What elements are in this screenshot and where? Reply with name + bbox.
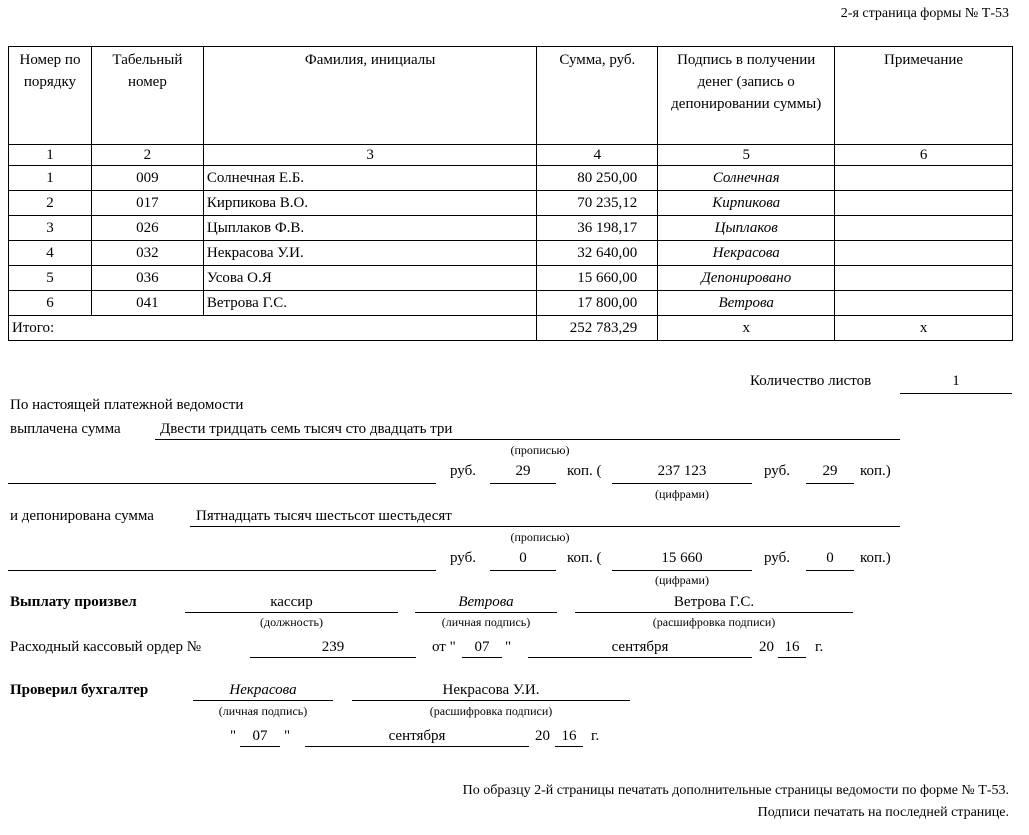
row-note — [835, 216, 1013, 241]
row-number: 2 — [9, 191, 92, 216]
sheets-line — [900, 393, 1012, 394]
paid-words: Двести тридцать семь тысяч сто двадцать три — [160, 421, 453, 437]
deposited-digits: 15 660 — [661, 550, 703, 566]
table-row — [9, 216, 1013, 241]
row-number: 1 — [9, 166, 92, 191]
row-tab-number: 009 — [91, 166, 203, 191]
row-tab-number: 017 — [91, 191, 203, 216]
header-note: Примечание — [835, 47, 1013, 145]
accountant-name-line — [352, 700, 630, 701]
order-number: 239 — [321, 639, 345, 655]
paid-kop-digits: 29 — [822, 463, 838, 479]
payer-position-caption: (должность) — [260, 615, 323, 629]
row-number: 4 — [9, 241, 92, 266]
paid-words-line — [155, 439, 900, 440]
column-number: 5 — [658, 145, 835, 166]
row-note — [835, 241, 1013, 266]
column-number: 3 — [203, 145, 537, 166]
paid-words-caption: (прописью) — [510, 443, 570, 457]
paid-rub-label: руб. — [450, 463, 476, 479]
row-note — [835, 166, 1013, 191]
order-from-label: от " — [432, 639, 456, 655]
total-label: Итого: — [9, 316, 537, 341]
table-row — [9, 266, 1013, 291]
footer-note-1: По образцу 2-й страницы печатать дополнительные страницы ведомости по форме № Т-53. — [462, 783, 1009, 798]
order-label: Расходный кассовый ордер № — [10, 639, 202, 655]
header-name: Фамилия, инициалы — [203, 47, 537, 145]
row-sum: 36 198,17 — [537, 216, 658, 241]
payer-position-line — [185, 612, 398, 613]
row-tab-number: 026 — [91, 216, 203, 241]
paid-kop-words: 29 — [515, 463, 531, 479]
order-year-suffix: г. — [815, 639, 824, 655]
payroll-table — [8, 46, 1013, 341]
table-row — [9, 191, 1013, 216]
row-sum: 17 800,00 — [537, 291, 658, 316]
accountant-signature-caption: (личная подпись) — [218, 704, 308, 718]
accountant-signature-line — [193, 700, 333, 701]
column-number: 4 — [537, 145, 658, 166]
column-number: 1 — [9, 145, 92, 166]
paid-rub-label-2: руб. — [764, 463, 790, 479]
total-note: х — [835, 316, 1013, 341]
paid-label: выплачена сумма — [10, 421, 121, 437]
row-tab-number: 041 — [91, 291, 203, 316]
sheets-value: 1 — [952, 373, 960, 389]
deposited-label: и депонирована сумма — [10, 508, 154, 524]
header-sum: Сумма, руб. — [537, 47, 658, 145]
row-name: Ветрова Г.С. — [203, 291, 537, 316]
row-sum: 32 640,00 — [537, 241, 658, 266]
accountant-name-caption: (расшифровка подписи) — [429, 704, 553, 718]
payer-signature-line — [415, 612, 557, 613]
row-signature: Кирпикова — [658, 191, 835, 216]
row-sum: 70 235,12 — [537, 191, 658, 216]
deposited-kop-label: коп. ( — [567, 550, 602, 566]
deposited-digits-caption: (цифрами) — [655, 573, 709, 587]
accountant-label: Проверил бухгалтер — [10, 682, 149, 698]
total-row — [9, 316, 1013, 341]
payer-position: кассир — [270, 594, 313, 610]
row-signature: Цыплаков — [658, 216, 835, 241]
order-month-line — [528, 657, 752, 658]
order-month: сентября — [611, 639, 669, 655]
paid-digits-caption: (цифрами) — [655, 487, 709, 501]
accountant-name: Некрасова У.И. — [442, 682, 540, 698]
order-quote-close: " — [505, 639, 512, 655]
row-number: 6 — [9, 291, 92, 316]
column-number: 6 — [835, 145, 1013, 166]
header-signature: Подпись в получении денег (запись о депонировании суммы) — [658, 47, 835, 145]
deposited-kop-digits: 0 — [826, 550, 834, 566]
paid-kop-label-2: коп.) — [860, 463, 891, 479]
payer-label: Выплату произвел — [10, 594, 137, 610]
deposited-kop-words: 0 — [519, 550, 527, 566]
deposited-digits-line — [612, 570, 752, 571]
accountant-signature: Некрасова — [229, 682, 297, 698]
accountant-month: сентября — [388, 728, 446, 744]
order-day: 07 — [474, 639, 490, 655]
order-day-line — [462, 657, 502, 658]
row-number: 3 — [9, 216, 92, 241]
accountant-quote-close: " — [284, 728, 291, 744]
paid-intro: По настоящей платежной ведомости — [10, 397, 244, 413]
table-row — [9, 241, 1013, 266]
row-signature: Солнечная — [658, 166, 835, 191]
paid-digits-line — [612, 483, 752, 484]
deposited-rub-label: руб. — [450, 550, 476, 566]
row-name: Некрасова У.И. — [203, 241, 537, 266]
deposited-words: Пятнадцать тысяч шестьсот шестьдесят — [196, 508, 452, 524]
row-sum: 15 660,00 — [537, 266, 658, 291]
deposited-kop-label-2: коп.) — [860, 550, 891, 566]
payer-signature: Ветрова — [458, 594, 514, 610]
row-name: Солнечная Е.Б. — [203, 166, 537, 191]
order-year: 16 — [784, 639, 800, 655]
deposited-words-line — [190, 526, 900, 527]
order-year-line — [778, 657, 806, 658]
row-sum: 80 250,00 — [537, 166, 658, 191]
deposited-words-line-2 — [8, 570, 436, 571]
accountant-year-suffix: г. — [591, 728, 600, 744]
paid-words-line-2 — [8, 483, 436, 484]
paid-kop-label: коп. ( — [567, 463, 602, 479]
row-signature: Ветрова — [658, 291, 835, 316]
sheets-label: Количество листов — [750, 373, 872, 389]
accountant-day: 07 — [252, 728, 268, 744]
order-year-prefix: 20 — [759, 639, 774, 655]
row-signature: Некрасова — [658, 241, 835, 266]
accountant-month-line — [305, 746, 529, 747]
accountant-year: 16 — [561, 728, 577, 744]
row-note — [835, 291, 1013, 316]
accountant-quote-open: " — [230, 728, 237, 744]
payer-name: Ветрова Г.С. — [673, 594, 755, 610]
table-header-row — [9, 47, 1013, 145]
row-name: Кирпикова В.О. — [203, 191, 537, 216]
table-row — [9, 166, 1013, 191]
paid-kop-digits-line — [806, 483, 854, 484]
deposited-kop-line — [490, 570, 556, 571]
row-note — [835, 266, 1013, 291]
deposited-words-caption: (прописью) — [510, 530, 570, 544]
row-tab-number: 036 — [91, 266, 203, 291]
row-name: Усова О.Я — [203, 266, 537, 291]
deposited-rub-label-2: руб. — [764, 550, 790, 566]
row-note — [835, 191, 1013, 216]
header-tab-number: Табельный номер — [91, 47, 203, 145]
total-signature: х — [658, 316, 835, 341]
paid-kop-line — [490, 483, 556, 484]
payer-signature-caption: (личная подпись) — [441, 615, 531, 629]
column-numbers-row — [9, 145, 1013, 166]
deposited-kop-digits-line — [806, 570, 854, 571]
accountant-year-line — [555, 746, 583, 747]
total-sum: 252 783,29 — [537, 316, 658, 341]
column-number: 2 — [91, 145, 203, 166]
footer-note-2: Подписи печатать на последней странице. — [757, 805, 1009, 820]
table-row — [9, 291, 1013, 316]
accountant-year-prefix: 20 — [535, 728, 550, 744]
row-number: 5 — [9, 266, 92, 291]
header-number: Номер по порядку — [9, 47, 92, 145]
row-signature: Депонировано — [658, 266, 835, 291]
form-label: 2-я страница формы № Т-53 — [840, 6, 1009, 21]
payer-name-caption: (расшифровка подписи) — [652, 615, 776, 629]
row-tab-number: 032 — [91, 241, 203, 266]
payer-name-line — [575, 612, 853, 613]
paid-digits: 237 123 — [657, 463, 707, 479]
row-name: Цыплаков Ф.В. — [203, 216, 537, 241]
order-number-line — [250, 657, 416, 658]
accountant-day-line — [240, 746, 280, 747]
